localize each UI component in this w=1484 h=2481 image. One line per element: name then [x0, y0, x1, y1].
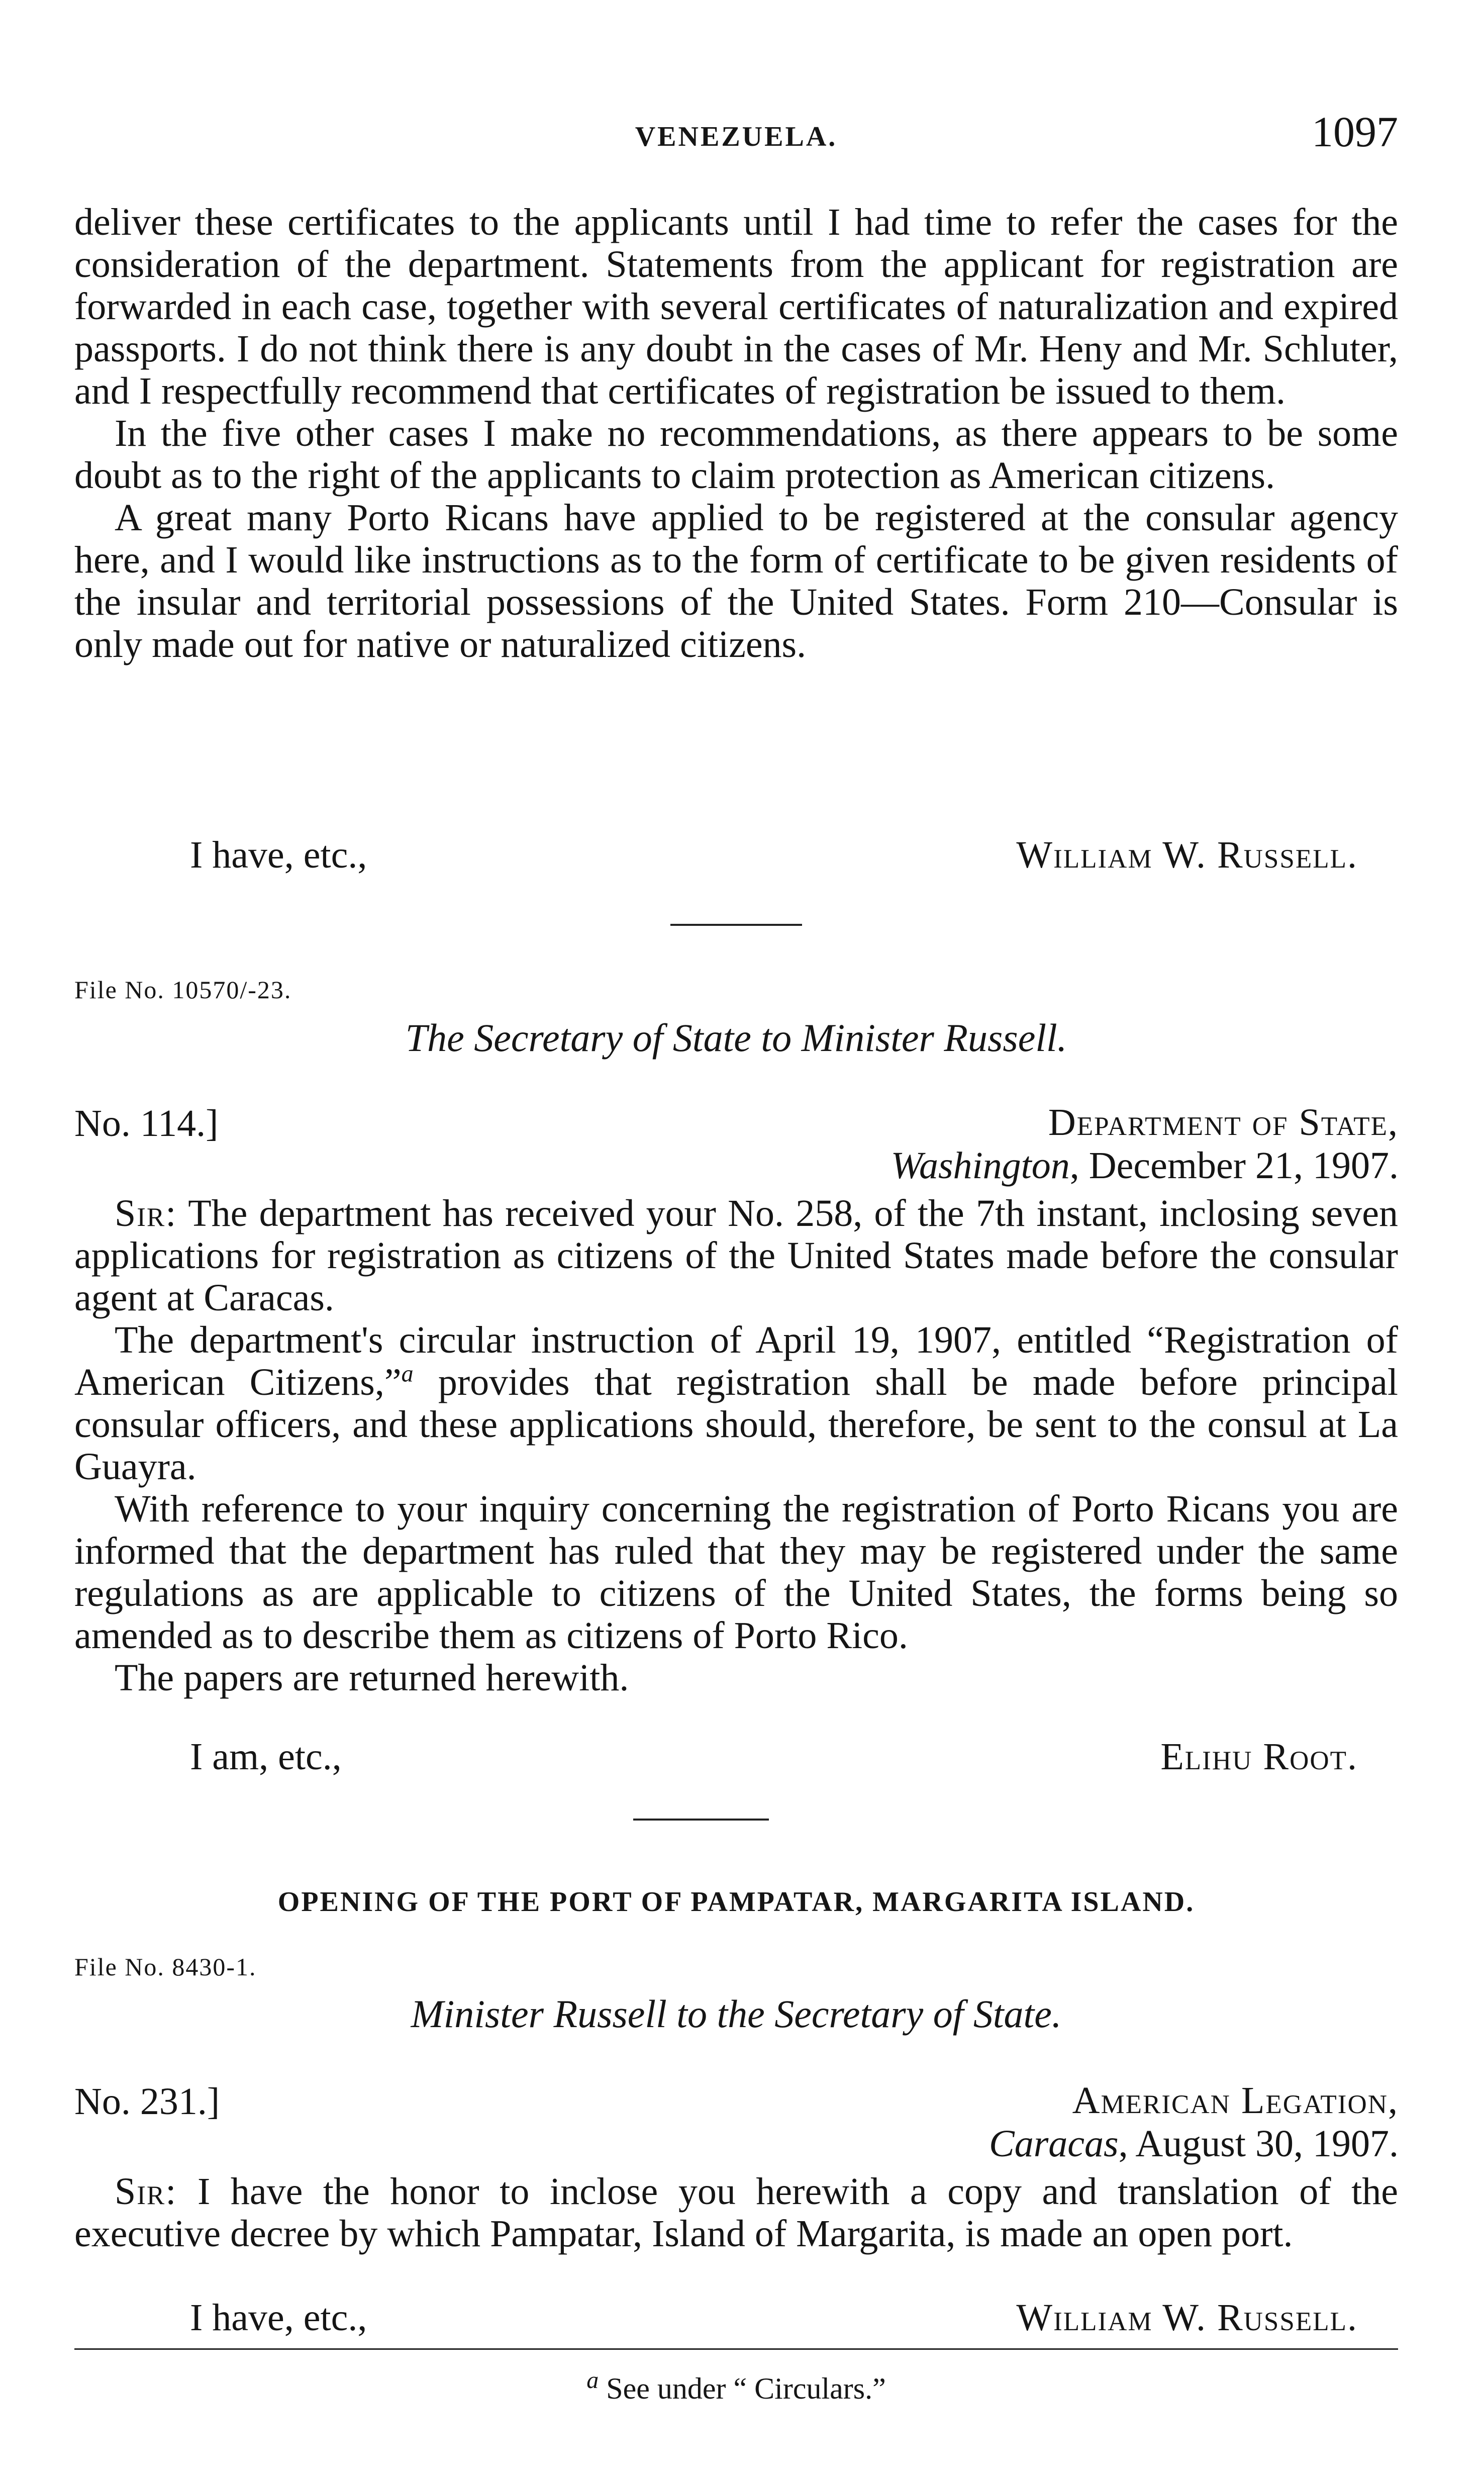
- letter1-signature: William W. Russell.: [1016, 834, 1358, 876]
- letter3-dateline: [989, 2079, 1399, 2165]
- letter1-closing-row: [74, 833, 1398, 879]
- page-header: [74, 107, 1398, 162]
- letter2-paragraph-2: The department's circular instruction of April 19, 1907, entitled “Registration of American Citizens,”$^a$ provides that registration shall be made before principal consular officers, and these applications should, therefore, be sent to the consul at La Guayra.: [74, 1319, 1398, 1488]
- footnote: [74, 2367, 1398, 2406]
- letter1-paragraph-1: deliver these certificates to the applicants until I had time to refer the cases for the consideration of the department. Statements from the applicant for registration are forwarded in each case, together with several certificates of naturalization and expired passports. I do not think there is any doubt in the cases of Mr. Heny and Mr. Schluter, and I respectfully recommend that certificates of registration be issued to them.: [74, 201, 1398, 412]
- separator-rule-2: [633, 1819, 769, 1821]
- letter2-place: Washington: [891, 1144, 1070, 1187]
- letter3-body: [74, 2170, 1398, 2255]
- letter3-closing: I have, etc.,: [190, 2297, 367, 2339]
- letter1-paragraph-3: A great many Porto Ricans have applied to be registered at the consular agency here, and I would like instructions as to the form of certificate to be given residents of the insular and territorial possessions of the United States. Form 210—Consular is only made out for native or naturalized citizens.: [74, 497, 1398, 665]
- letter2-paragraph-3: With reference to your inquiry concerning the registration of Porto Ricans you are informed that the department has ruled that they may be registered under the same regulations as are applicable to citizens of the United States, the forms being so amended as to describe them as citizens of Porto Rico.: [74, 1488, 1398, 1657]
- letter3-document-number: No. 231.]: [74, 2080, 220, 2123]
- letter2-body: [74, 1192, 1398, 1699]
- letter2-office: Department of State,: [1048, 1101, 1399, 1143]
- letter2-closing: I am, etc.,: [190, 1736, 342, 1778]
- letter3-office: American Legation,: [1072, 2079, 1399, 2122]
- letter2-file-number: File No. 10570/-23.: [74, 976, 292, 1004]
- letter3-paragraph-1: Sir: I have the honor to inclose you herewith a copy and translation of the executive decree by which Pampatar, Island of Margarita, is made an open port.: [74, 2170, 1398, 2255]
- letter2-salutation: Sir:: [115, 1192, 177, 1234]
- separator-rule-1: [670, 924, 802, 926]
- letter3-title: Minister Russell to the Secretary of State.: [411, 1992, 1062, 2036]
- letter2-signature: Elihu Root.: [1160, 1736, 1358, 1778]
- running-title: VENEZUELA.: [635, 121, 838, 152]
- page-number: 1097: [1312, 108, 1398, 156]
- footnote-mark: a: [586, 2367, 599, 2394]
- letter3-date: , August 30, 1907.: [1118, 2123, 1399, 2165]
- letter2-title: The Secretary of State to Minister Russell.: [405, 1016, 1067, 1060]
- letter1-body: [74, 201, 1398, 665]
- letter3-file-number: File No. 8430-1.: [74, 1953, 257, 1981]
- letter3-signature: William W. Russell.: [1016, 2297, 1358, 2339]
- letter2-paragraph-4: The papers are returned herewith.: [115, 1657, 629, 1699]
- footnote-rule: [74, 2348, 1398, 2350]
- letter3-place: Caracas: [989, 2123, 1119, 2165]
- footnote-reference: a: [401, 1360, 414, 1387]
- letter2-document-number: No. 114.]: [74, 1102, 219, 1144]
- footnote-text: See under “ Circulars.”: [599, 2372, 886, 2405]
- letter2-date: , December 21, 1907.: [1069, 1144, 1399, 1187]
- letter1-closing: I have, etc.,: [190, 834, 367, 876]
- section-heading: OPENING OF THE PORT OF PAMPATAR, MARGARITA ISLAND.: [277, 1886, 1195, 1918]
- letter3-salutation: Sir:: [115, 2170, 177, 2213]
- letter3-closing-row: [74, 2296, 1398, 2341]
- letter2-paragraph-1: Sir: The department has received your No. 258, of the 7th instant, inclosing seven applications for registration as citizens of the United States made before the consular agent at Caracas.: [74, 1192, 1398, 1319]
- letter2-dateline: [891, 1101, 1399, 1187]
- letter1-paragraph-2: In the five other cases I make no recommendations, as there appears to be some doubt as to the right of the applicants to claim protection as American citizens.: [74, 412, 1398, 497]
- letter2-closing-row: [74, 1735, 1398, 1780]
